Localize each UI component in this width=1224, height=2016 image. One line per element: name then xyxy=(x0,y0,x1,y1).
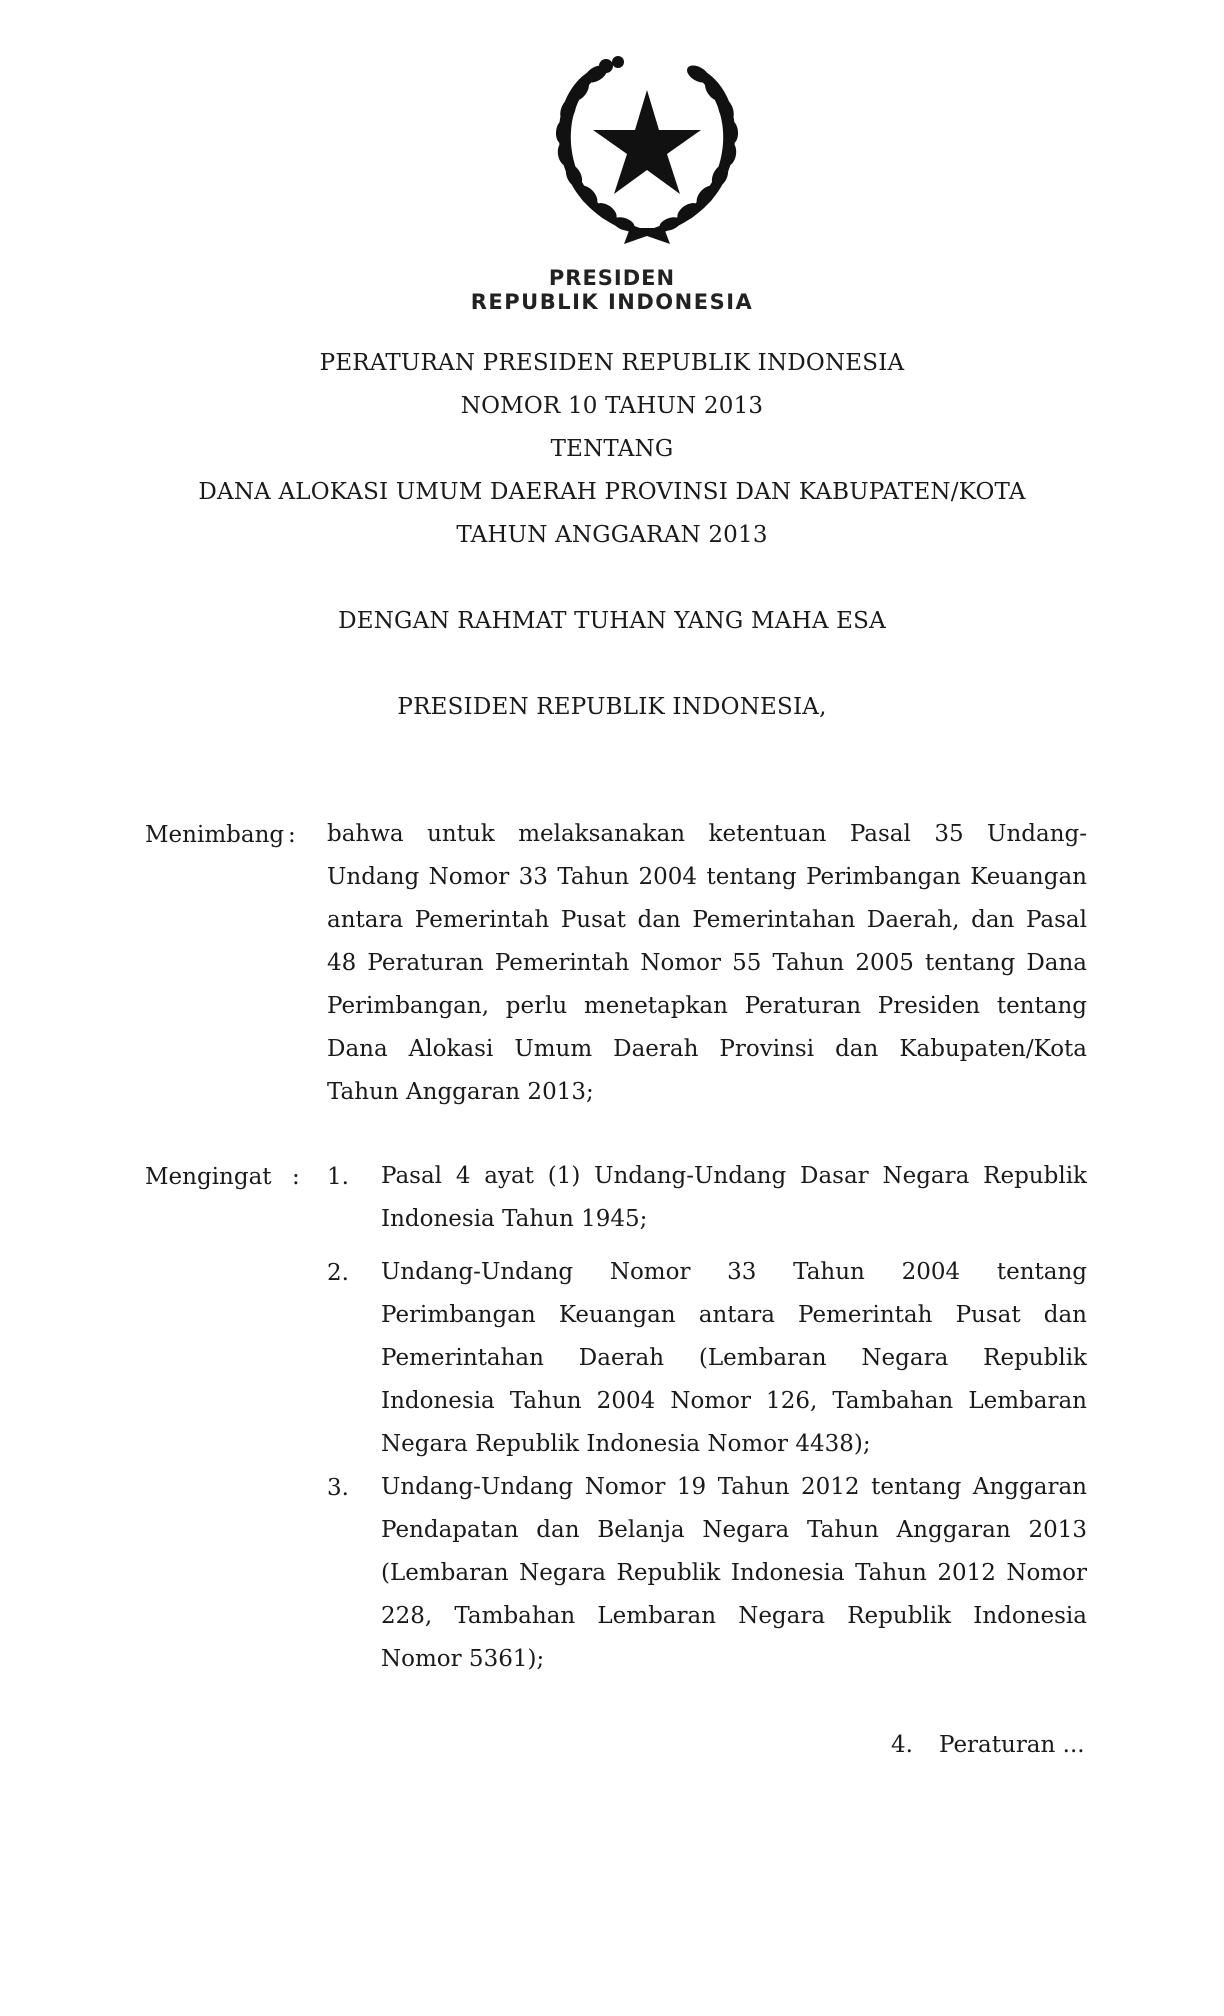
mengingat-line: Perimbangan Keuangan antara Pemerintah Pusat dan xyxy=(381,1302,1087,1328)
mengingat-item-3 xyxy=(381,1466,1087,1681)
mengingat-item-number: 3. xyxy=(327,1475,349,1501)
mengingat-line: Indonesia Tahun 2004 Nomor 126, Tambahan Lembaran xyxy=(381,1388,1087,1414)
mengingat-line: Pasal 4 ayat (1) Undang-Undang Dasar Negara Republik xyxy=(381,1163,1087,1189)
regulation-tentang: TENTANG xyxy=(550,436,674,462)
mengingat-line: Undang-Undang Nomor 33 Tahun 2004 tentang xyxy=(381,1259,1087,1285)
menimbang-line: 48 Peraturan Pemerintah Nomor 55 Tahun 2005 tentang Dana xyxy=(327,950,1087,976)
menimbang-line: Undang Nomor 33 Tahun 2004 tentang Perimbangan Keuangan xyxy=(327,864,1087,890)
menimbang-label: Menimbang xyxy=(145,822,285,848)
menimbang-line: Tahun Anggaran 2013; xyxy=(327,1079,594,1105)
office-title-line2: REPUBLIK INDONESIA xyxy=(470,290,754,314)
menimbang-line: antara Pemerintah Pusat dan Pemerintahan Daerah, dan Pasal xyxy=(327,907,1087,933)
preamble-blessing: DENGAN RAHMAT TUHAN YANG MAHA ESA xyxy=(338,608,886,634)
mengingat-line: (Lembaran Negara Republik Indonesia Tahun 2012 Nomor xyxy=(381,1560,1087,1586)
mengingat-item-number: 1. xyxy=(327,1164,349,1190)
menimbang-line: Perimbangan, perlu menetapkan Peraturan Presiden tentang xyxy=(327,993,1087,1019)
mengingat-line: Nomor 5361); xyxy=(381,1646,545,1672)
mengingat-colon: : xyxy=(292,1164,300,1190)
office-title-line1: PRESIDEN xyxy=(548,266,676,290)
regulation-title: PERATURAN PRESIDEN REPUBLIK INDONESIA xyxy=(319,350,905,376)
mengingat-line: Negara Republik Indonesia Nomor 4438); xyxy=(381,1431,871,1457)
mengingat-line: Indonesia Tahun 1945; xyxy=(381,1206,648,1232)
continuation-text: Peraturan ... xyxy=(939,1732,1085,1758)
mengingat-line: 228, Tambahan Lembaran Negara Republik Indonesia xyxy=(381,1603,1087,1629)
mengingat-line: Undang-Undang Nomor 19 Tahun 2012 tentang Anggaran xyxy=(381,1474,1087,1500)
mengingat-line: Pemerintahan Daerah (Lembaran Negara Republik xyxy=(381,1345,1087,1371)
regulation-number: NOMOR 10 TAHUN 2013 xyxy=(460,393,764,419)
mengingat-item-2 xyxy=(381,1251,1087,1466)
menimbang-line: bahwa untuk melaksanakan ketentuan Pasal 35 Undang- xyxy=(327,821,1087,847)
regulation-fiscal-year: TAHUN ANGGARAN 2013 xyxy=(456,522,768,548)
continuation-number: 4. xyxy=(891,1732,913,1758)
menimbang-line: Dana Alokasi Umum Daerah Provinsi dan Kabupaten/Kota xyxy=(327,1036,1087,1062)
mengingat-line: Pendapatan dan Belanja Negara Tahun Anggaran 2013 xyxy=(381,1517,1087,1543)
regulation-subject: DANA ALOKASI UMUM DAERAH PROVINSI DAN KABUPATEN/KOTA xyxy=(198,479,1026,505)
garuda-star-wreath-emblem-icon xyxy=(518,52,776,252)
menimbang-colon: : xyxy=(288,822,296,848)
mengingat-item-number: 2. xyxy=(327,1260,349,1286)
mengingat-item-1 xyxy=(381,1155,1087,1241)
mengingat-label: Mengingat xyxy=(145,1164,272,1190)
preamble-president: PRESIDEN REPUBLIK INDONESIA, xyxy=(397,694,827,720)
menimbang-text xyxy=(327,813,1087,1114)
